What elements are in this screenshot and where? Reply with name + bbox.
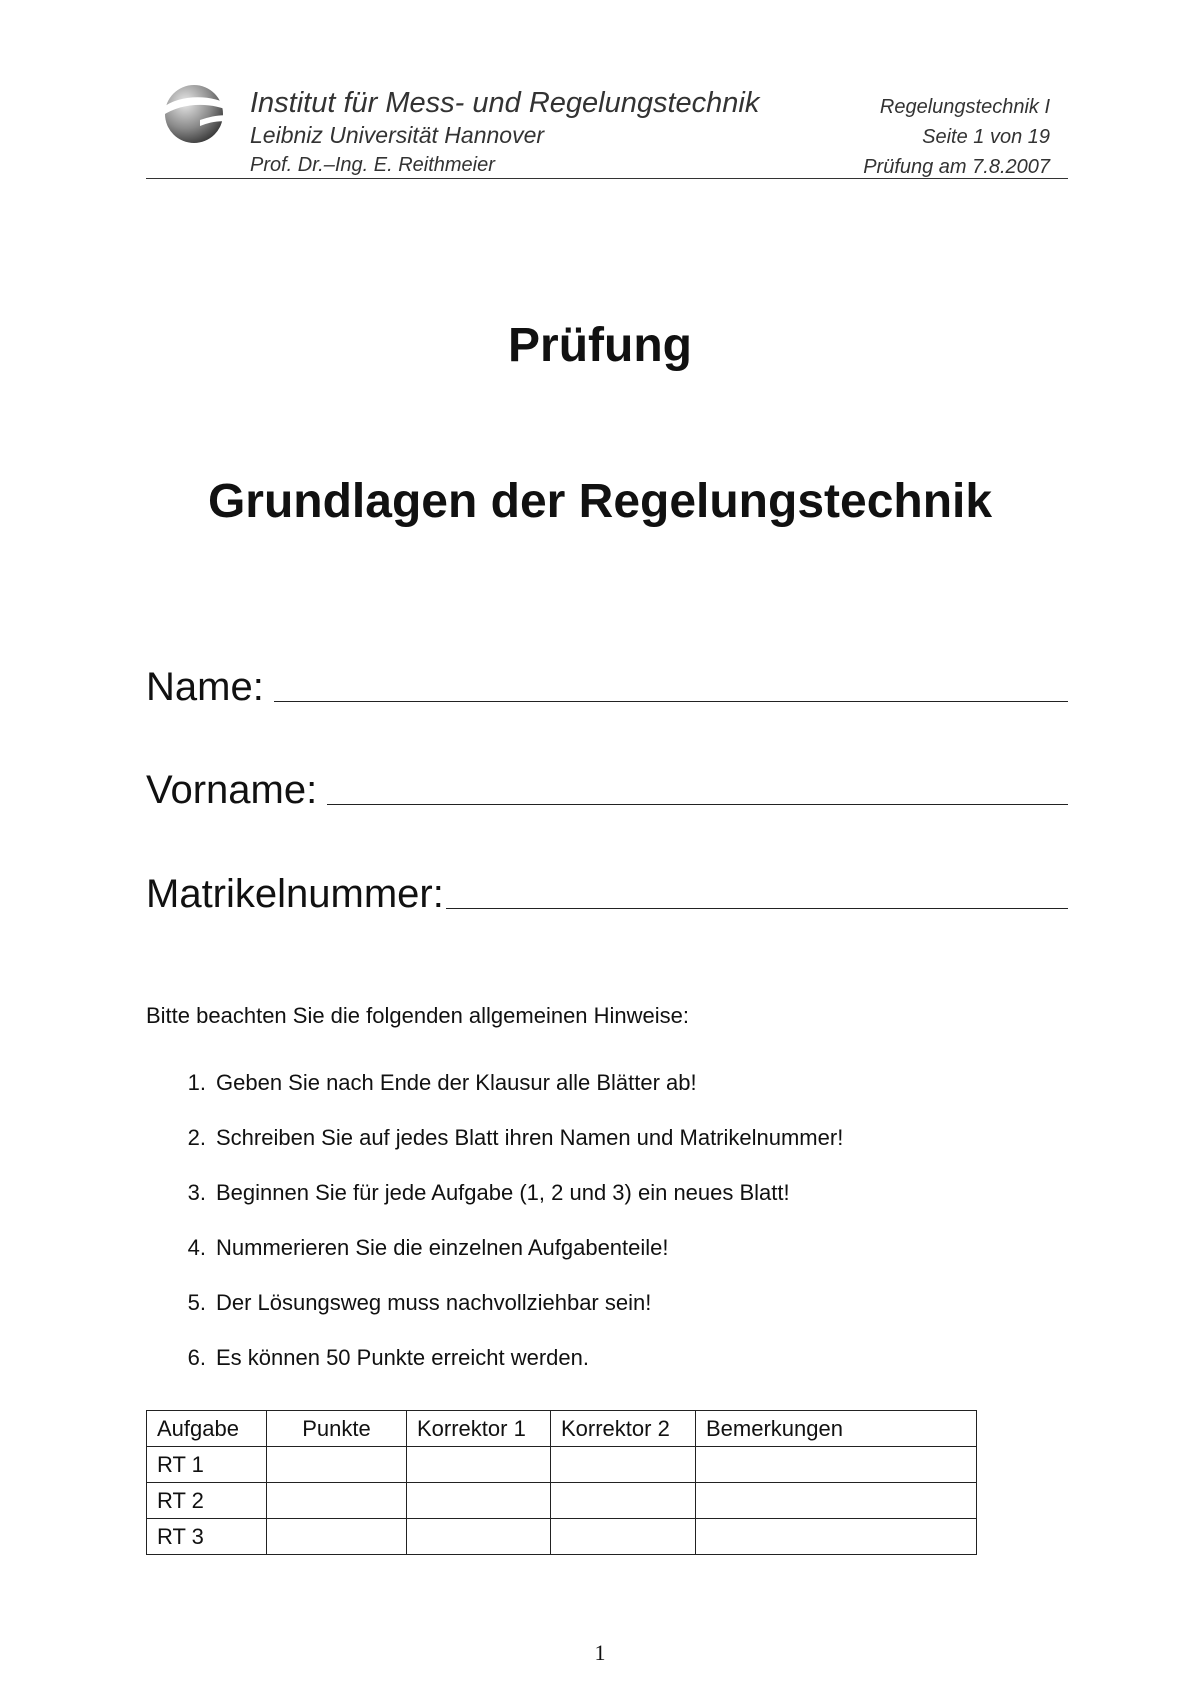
hint-number: 3. (187, 1180, 206, 1205)
score-cell[interactable] (551, 1519, 696, 1555)
hint-text: Nummerieren Sie die einzelnen Aufgabenteile! (216, 1235, 669, 1260)
header-aufgabe: Aufgabe (147, 1411, 267, 1447)
row-label: RT 2 (147, 1483, 267, 1519)
header-korrektor-1: Korrektor 1 (407, 1411, 551, 1447)
exam-date: Prüfung am 7.8.2007 (863, 156, 1050, 178)
score-cell[interactable] (407, 1519, 551, 1555)
table-row (147, 1447, 977, 1483)
score-cell[interactable] (696, 1519, 977, 1555)
header-right (863, 92, 1050, 182)
hint-number: 5. (187, 1290, 206, 1315)
table-header-row (147, 1411, 977, 1447)
professor-name: Prof. Dr.–Ing. E. Reithmeier (250, 154, 495, 176)
list-item (168, 1125, 843, 1180)
hint-text: Schreiben Sie auf jedes Blatt ihren Namen und Matrikelnummer! (216, 1125, 844, 1150)
score-cell[interactable] (696, 1447, 977, 1483)
matrikel-label: Matrikelnummer: (146, 872, 444, 916)
list-item (168, 1070, 843, 1125)
list-item (168, 1180, 843, 1235)
hint-text: Der Lösungsweg muss nachvollziehbar sein! (216, 1290, 652, 1315)
hint-number: 1. (187, 1070, 206, 1095)
institute-logo-icon (160, 80, 234, 144)
score-cell[interactable] (407, 1447, 551, 1483)
list-item (168, 1235, 843, 1290)
list-item (168, 1345, 843, 1400)
course-name: Regelungstechnik I (879, 96, 1050, 118)
list-item (168, 1290, 843, 1345)
hint-number: 4. (187, 1235, 206, 1260)
page-title: Prüfung (508, 319, 692, 372)
matrikel-field[interactable] (146, 872, 1068, 917)
name-field[interactable] (146, 665, 1068, 710)
score-cell[interactable] (551, 1447, 696, 1483)
page-number: 1 (594, 1640, 606, 1665)
hint-text: Geben Sie nach Ende der Klausur alle Blätter ab! (216, 1070, 697, 1095)
row-label: RT 3 (147, 1519, 267, 1555)
score-cell[interactable] (267, 1447, 407, 1483)
hint-text: Es können 50 Punkte erreicht werden. (216, 1345, 590, 1370)
hint-number: 6. (187, 1345, 206, 1370)
row-label: RT 1 (147, 1447, 267, 1483)
matrikel-line[interactable] (446, 907, 1068, 909)
header-punkte: Punkte (267, 1411, 407, 1447)
header-korrektor-2: Korrektor 2 (551, 1411, 696, 1447)
vorname-label: Vorname: (146, 768, 318, 812)
page-subtitle: Grundlagen der Regelungstechnik (207, 475, 993, 528)
vorname-field[interactable] (146, 768, 1068, 813)
hint-text: Beginnen Sie für jede Aufgabe (1, 2 und 3) ein neues Blatt! (216, 1180, 790, 1205)
table-row (147, 1483, 977, 1519)
header-left (250, 86, 759, 180)
university-name: Leibniz Universität Hannover (250, 122, 545, 148)
score-cell[interactable] (267, 1483, 407, 1519)
table-row (147, 1519, 977, 1555)
hints-list (168, 1070, 843, 1400)
score-cell[interactable] (551, 1483, 696, 1519)
page-indicator: Seite 1 von 19 (922, 126, 1050, 148)
score-table (146, 1410, 977, 1555)
score-cell[interactable] (407, 1483, 551, 1519)
vorname-line[interactable] (327, 803, 1068, 805)
header-rule (146, 178, 1068, 179)
hint-number: 2. (187, 1125, 206, 1150)
score-cell[interactable] (696, 1483, 977, 1519)
intro-text: Bitte beachten Sie die folgenden allgemeinen Hinweise: (146, 1003, 690, 1028)
institute-name: Institut für Mess- und Regelungstechnik (250, 87, 760, 119)
score-cell[interactable] (267, 1519, 407, 1555)
name-label: Name: (146, 665, 264, 709)
name-line[interactable] (274, 700, 1068, 702)
header-bemerkungen: Bemerkungen (696, 1411, 977, 1447)
